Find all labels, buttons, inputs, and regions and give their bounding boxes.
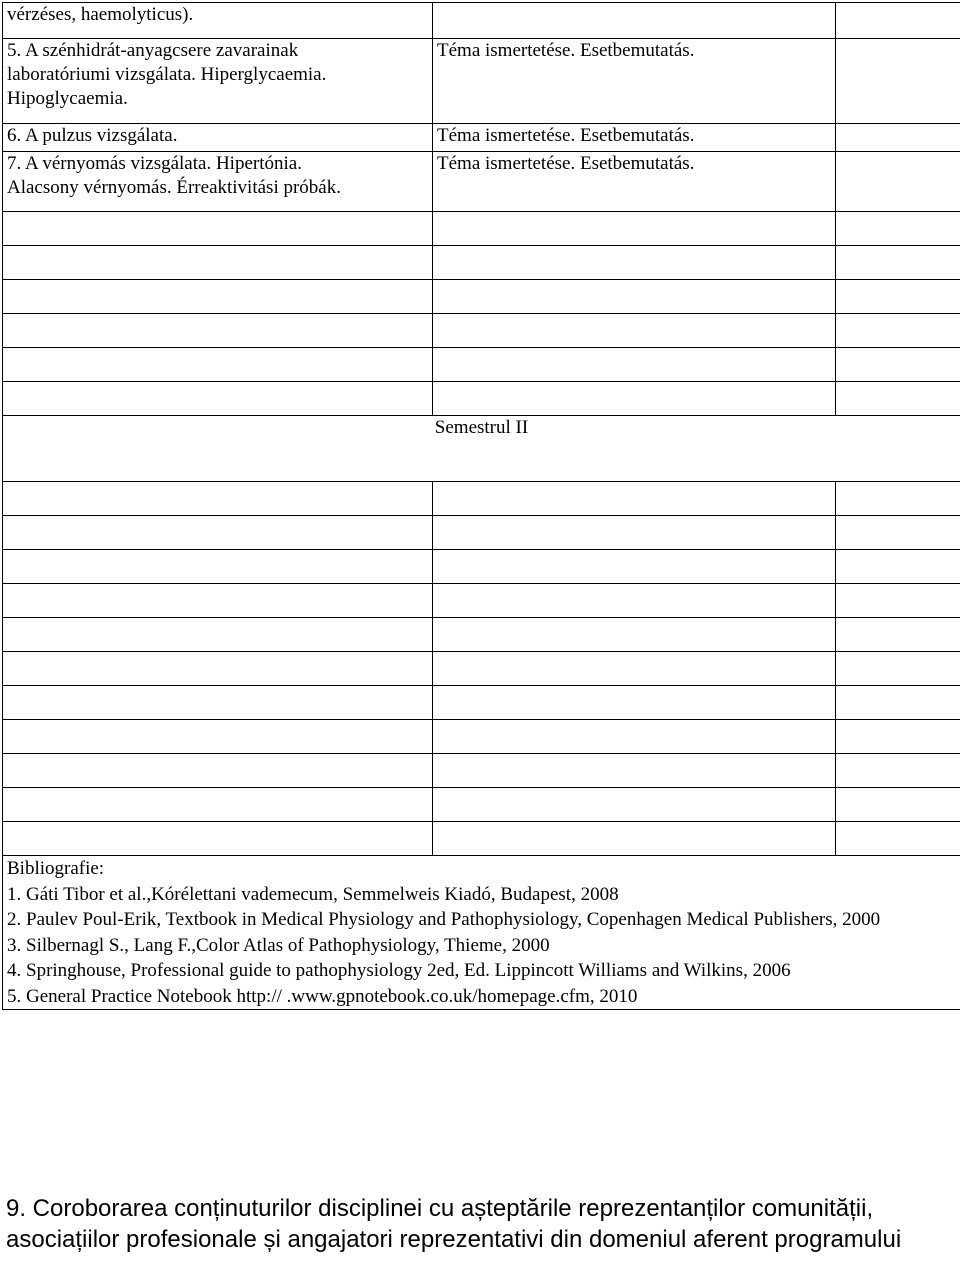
empty-row — [3, 246, 960, 280]
table-row — [3, 152, 960, 212]
bibliography — [3, 856, 960, 1010]
topic-cell — [3, 39, 433, 124]
empty-row — [3, 584, 960, 618]
bibliography-item: 2. Paulev Poul-Erik, Textbook in Medical Physiology and Pathophysiology, Copenhagen Medical Publishers, 2000 — [7, 909, 881, 930]
table-row — [3, 39, 960, 124]
hours-cell — [836, 39, 960, 124]
topic-cell — [3, 3, 433, 39]
empty-row — [3, 754, 960, 788]
method-text: Téma ismertetése. Esetbemutatás. — [437, 40, 695, 61]
bibliography-title: Bibliografie: — [7, 858, 105, 879]
topic-line: laboratóriumi vizsgálata. Hiperglycaemia. — [7, 64, 327, 85]
empty-row — [3, 212, 960, 246]
topic-line: Hipoglycaemia. — [7, 88, 128, 109]
empty-row — [3, 720, 960, 754]
topic-line: 5. A szénhidrát-anyagcsere zavarainak — [7, 40, 299, 61]
empty-row — [3, 516, 960, 550]
bibliography-item: 5. General Practice Notebook http:// .www.gpnotebook.co.uk/homepage.cfm, 2010 — [7, 985, 638, 1007]
hours-cell — [836, 3, 960, 39]
topic-line: Alacsony vérnyomás. Érreaktivitási próbák. — [7, 177, 341, 198]
bibliography-item: 3. Silbernagl S., Lang F.,Color Atlas of Pathophysiology, Thieme, 2000 — [7, 934, 550, 956]
empty-row — [3, 652, 960, 686]
bibliography-row — [3, 856, 960, 1010]
topic-cell — [3, 152, 433, 212]
method-cell — [433, 124, 836, 152]
empty-row — [3, 314, 960, 348]
empty-row — [3, 788, 960, 822]
empty-row — [3, 482, 960, 516]
hours-cell — [836, 152, 960, 212]
hours-cell — [836, 124, 960, 152]
syllabus-table — [2, 2, 960, 1010]
method-text: Téma ismertetése. Esetbemutatás. — [437, 125, 695, 146]
section-9-heading: 9. Coroborarea conținuturilor disciplinei cu așteptările reprezentanților comunității, asociațiilor profesionale și angajatori reprezentativi din domeniul aferent programului — [6, 1195, 902, 1253]
empty-row — [3, 280, 960, 314]
bibliography-item: 1. Gáti Tibor et al.,Kórélettani vademecum, Semmelweis Kiadó, Budapest, 2008 — [7, 883, 619, 905]
empty-row — [3, 822, 960, 856]
table-row — [3, 124, 960, 152]
table-row — [3, 3, 960, 39]
empty-row — [3, 348, 960, 382]
topic-line: vérzéses, haemolyticus). — [7, 4, 194, 25]
topic-cell — [3, 124, 433, 152]
topic-line: 7. A vérnyomás vizsgálata. Hipertónia. — [7, 153, 302, 174]
topic-line: 6. A pulzus vizsgálata. — [7, 125, 178, 146]
method-cell — [433, 39, 836, 124]
empty-row — [3, 382, 960, 416]
semester-row — [3, 416, 960, 482]
method-text: Téma ismertetése. Esetbemutatás. — [437, 153, 695, 174]
empty-row — [3, 550, 960, 584]
semester-label: Semestrul II — [3, 416, 960, 482]
empty-row — [3, 686, 960, 720]
bibliography-item: 4. Springhouse, Professional guide to pathophysiology 2ed, Ed. Lippincott Williams and Wilkins, 2006 — [7, 960, 791, 981]
method-cell — [433, 152, 836, 212]
method-cell — [433, 3, 836, 39]
empty-row — [3, 618, 960, 652]
